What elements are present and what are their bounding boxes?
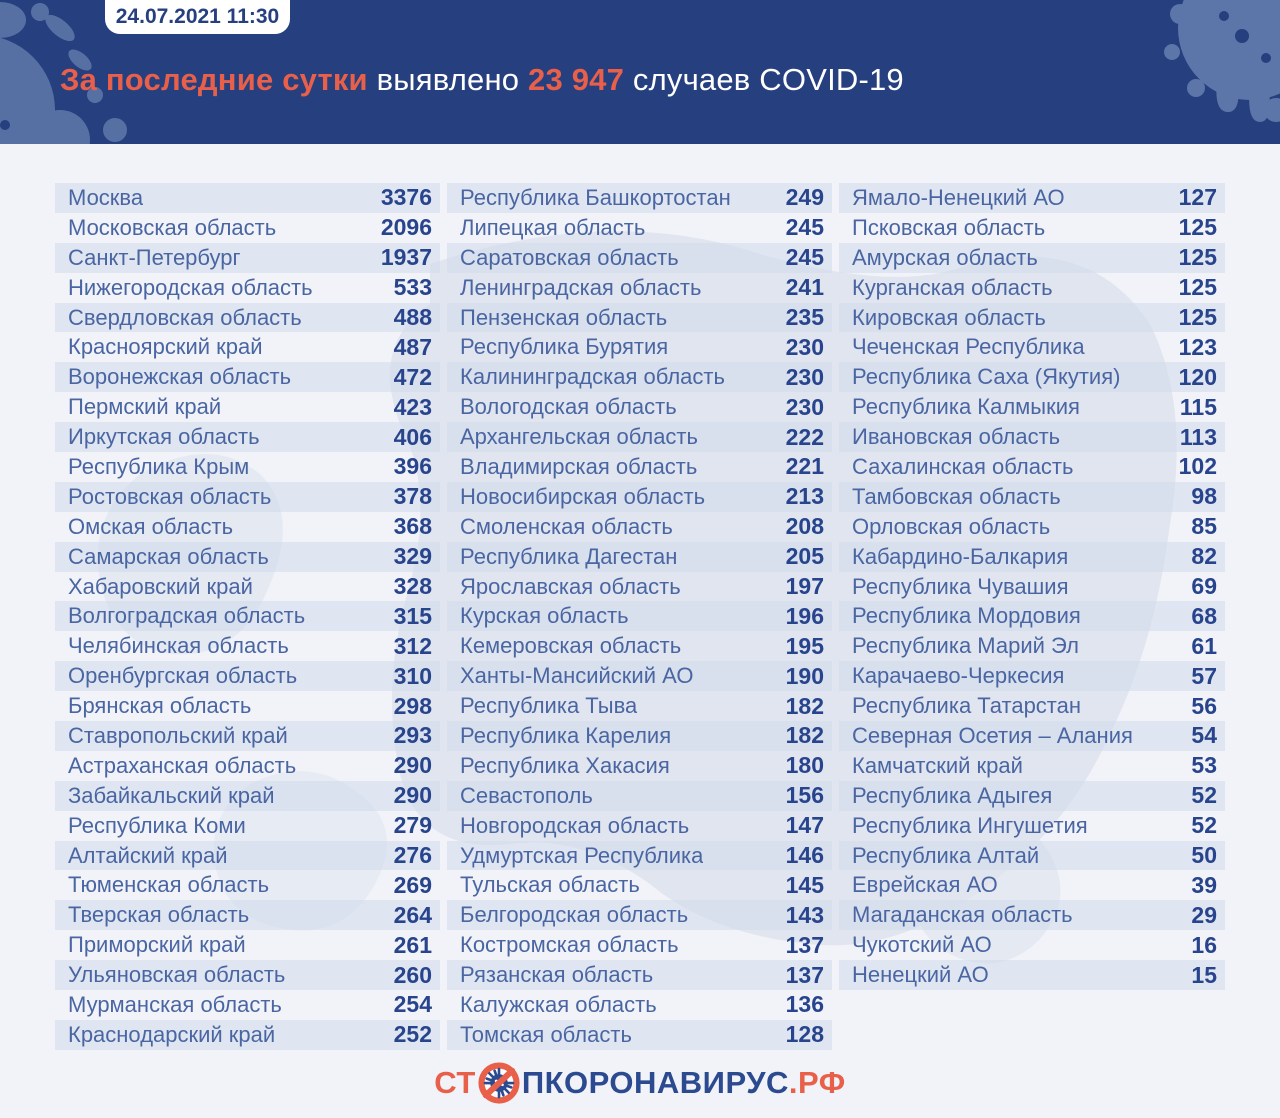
logo-prefix: СТ <box>434 1065 476 1100</box>
region-row <box>55 392 440 422</box>
region-name: Ярославская область <box>460 573 681 599</box>
region-name: Волгоградская область <box>68 603 306 629</box>
region-value: 213 <box>785 483 824 510</box>
virus-splat-right-icon <box>1100 0 1280 144</box>
region-value: 269 <box>393 871 432 898</box>
region-name: Нижегородская область <box>68 274 313 300</box>
region-value: 315 <box>393 602 432 629</box>
region-value: 39 <box>1191 871 1217 898</box>
region-row <box>447 303 832 333</box>
region-name: Республика Хакасия <box>460 752 670 778</box>
region-row <box>447 392 832 422</box>
region-name: Томская область <box>460 1021 632 1047</box>
region-name: Ульяновская область <box>68 962 286 988</box>
region-row <box>55 332 440 362</box>
region-row <box>447 482 832 512</box>
region-name: Санкт-Петербург <box>68 244 241 270</box>
region-row <box>839 392 1225 422</box>
region-value: 312 <box>393 632 432 659</box>
region-name: Оренбургская область <box>68 663 298 689</box>
region-name: Севастополь <box>460 782 593 808</box>
region-name: Пермский край <box>68 394 222 420</box>
region-name: Воронежская область <box>68 364 292 390</box>
region-row <box>447 542 832 572</box>
region-name: Республика Карелия <box>460 722 672 748</box>
region-row <box>447 900 832 930</box>
region-name: Курганская область <box>852 274 1053 300</box>
region-row <box>55 601 440 631</box>
date-badge-text: 24.07.2021 11:30 <box>115 5 280 28</box>
region-value: 230 <box>785 363 824 390</box>
region-row <box>447 183 832 213</box>
region-value: 137 <box>785 961 824 988</box>
region-value: 56 <box>1191 692 1217 719</box>
region-value: 249 <box>785 184 824 211</box>
region-value: 260 <box>393 961 432 988</box>
region-row <box>55 691 440 721</box>
region-value: 252 <box>393 1021 432 1048</box>
region-name: Камчатский край <box>852 752 1023 778</box>
region-name: Краснодарский край <box>68 1021 276 1047</box>
region-name: Удмуртская Республика <box>460 842 704 868</box>
region-name: Ставропольский край <box>68 722 288 748</box>
region-row <box>447 960 832 990</box>
region-row <box>55 183 440 213</box>
region-row <box>447 601 832 631</box>
region-row <box>839 721 1225 751</box>
region-name: Московская область <box>68 214 277 240</box>
region-value: 128 <box>785 1021 824 1048</box>
region-name: Республика Коми <box>68 812 246 838</box>
region-row <box>55 572 440 602</box>
region-value: 197 <box>785 573 824 600</box>
region-row <box>447 332 832 362</box>
region-row <box>447 273 832 303</box>
region-row <box>839 362 1225 392</box>
page-title <box>60 62 904 98</box>
region-row <box>55 781 440 811</box>
logo-middle: ПКОРОНАВИРУС <box>521 1065 789 1100</box>
region-value: 310 <box>393 662 432 689</box>
region-table-column-3 <box>839 183 1225 990</box>
region-value: 396 <box>393 453 432 480</box>
region-value: 50 <box>1191 842 1217 869</box>
region-row <box>839 303 1225 333</box>
region-row <box>839 811 1225 841</box>
region-value: 279 <box>393 812 432 839</box>
region-value: 137 <box>785 931 824 958</box>
region-name: Новосибирская область <box>460 483 706 509</box>
region-row <box>447 422 832 452</box>
region-value: 52 <box>1191 782 1217 809</box>
region-name: Красноярский край <box>68 334 263 360</box>
region-row <box>447 990 832 1020</box>
region-value: 182 <box>785 692 824 719</box>
region-row <box>55 721 440 751</box>
region-row <box>55 930 440 960</box>
region-name: Смоленская область <box>460 513 673 539</box>
region-name: Республика Чувашия <box>852 573 1069 599</box>
region-value: 261 <box>393 931 432 958</box>
region-value: 329 <box>393 543 432 570</box>
region-value: 533 <box>393 274 432 301</box>
region-name: Республика Тыва <box>460 693 638 719</box>
region-row <box>447 661 832 691</box>
region-name: Амурская область <box>852 244 1038 270</box>
region-name: Республика Дагестан <box>460 543 678 569</box>
region-value: 293 <box>393 722 432 749</box>
region-row <box>839 422 1225 452</box>
region-row <box>447 362 832 392</box>
region-value: 16 <box>1191 931 1217 958</box>
region-value: 190 <box>785 662 824 689</box>
region-name: Чукотский АО <box>852 932 992 958</box>
region-row <box>55 273 440 303</box>
region-value: 68 <box>1191 602 1217 629</box>
region-row <box>839 691 1225 721</box>
region-row <box>55 542 440 572</box>
region-row <box>447 213 832 243</box>
region-value: 1937 <box>380 244 432 271</box>
region-row <box>447 631 832 661</box>
region-row <box>55 900 440 930</box>
region-value: 235 <box>785 304 824 330</box>
region-name: Кемеровская область <box>460 633 682 659</box>
region-value: 196 <box>785 602 824 629</box>
region-value: 245 <box>785 244 824 271</box>
title-suffix: случаев COVID-19 <box>624 62 904 97</box>
region-value: 125 <box>1178 214 1217 241</box>
region-value: 230 <box>785 333 824 360</box>
region-name: Ивановская область <box>852 424 1061 450</box>
region-row <box>55 870 440 900</box>
region-name: Самарская область <box>68 543 269 569</box>
region-name: Владимирская область <box>460 453 698 479</box>
region-name: Астраханская область <box>68 752 297 778</box>
region-value: 290 <box>393 752 432 779</box>
region-row <box>55 661 440 691</box>
region-name: Кабардино-Балкария <box>852 543 1069 569</box>
region-value: 180 <box>785 752 824 779</box>
region-row <box>839 930 1225 960</box>
region-name: Республика Адыгея <box>852 782 1053 808</box>
region-name: Республика Саха (Якутия) <box>852 364 1121 390</box>
region-name: Республика Башкортостан <box>460 184 731 210</box>
header-banner <box>0 0 1280 144</box>
region-name: Ямало-Ненецкий АО <box>852 184 1065 210</box>
region-row <box>839 661 1225 691</box>
region-value: 230 <box>785 393 824 420</box>
region-row <box>55 422 440 452</box>
region-name: Тюменская область <box>68 872 270 898</box>
region-name: Ханты-Мансийский АО <box>460 663 694 689</box>
region-row <box>839 841 1225 871</box>
region-value: 241 <box>785 274 824 301</box>
region-row <box>839 213 1225 243</box>
region-name: Чеченская Республика <box>852 334 1085 360</box>
region-value: 195 <box>785 632 824 659</box>
region-name: Свердловская область <box>68 304 302 330</box>
region-name: Ростовская область <box>68 483 272 509</box>
region-row <box>447 870 832 900</box>
region-value: 208 <box>785 513 824 540</box>
region-value: 120 <box>1178 363 1217 390</box>
region-value: 102 <box>1178 453 1217 480</box>
region-row <box>839 601 1225 631</box>
region-name: Приморский край <box>68 932 246 958</box>
region-name: Республика Калмыкия <box>852 394 1080 420</box>
region-value: 3376 <box>380 184 432 211</box>
region-row <box>839 332 1225 362</box>
region-value: 123 <box>1178 333 1217 360</box>
region-name: Курская область <box>460 603 629 629</box>
region-value: 54 <box>1191 722 1217 749</box>
region-row <box>55 452 440 482</box>
region-row <box>447 452 832 482</box>
region-value: 125 <box>1178 274 1217 301</box>
region-row <box>55 751 440 781</box>
date-badge <box>105 0 290 34</box>
region-name: Иркутская область <box>68 424 260 450</box>
region-row <box>55 841 440 871</box>
region-value: 368 <box>393 513 432 540</box>
region-value: 264 <box>393 901 432 928</box>
region-row <box>839 482 1225 512</box>
region-name: Псковская область <box>852 214 1046 240</box>
region-name: Белгородская область <box>460 902 689 928</box>
title-middle: выявлено <box>367 62 529 97</box>
region-row <box>55 960 440 990</box>
region-value: 487 <box>393 333 432 360</box>
region-value: 115 <box>1179 393 1217 420</box>
region-value: 82 <box>1191 543 1217 570</box>
region-name: Тульская область <box>460 872 640 898</box>
region-name: Костромская область <box>460 932 679 958</box>
region-name: Новгородская область <box>460 812 690 838</box>
region-row <box>839 183 1225 213</box>
region-row <box>447 691 832 721</box>
region-name: Кировская область <box>852 304 1046 330</box>
region-row <box>839 631 1225 661</box>
region-name: Саратовская область <box>460 244 679 270</box>
region-name: Омская область <box>68 513 234 539</box>
stopcoronavirus-logo <box>434 1062 845 1104</box>
region-value: 406 <box>393 423 432 450</box>
region-row <box>447 243 832 273</box>
region-name: Республика Татарстан <box>852 693 1082 719</box>
region-row <box>55 990 440 1020</box>
region-name: Забайкальский край <box>68 782 275 808</box>
region-value: 182 <box>785 722 824 749</box>
region-value: 423 <box>393 393 432 420</box>
region-row <box>447 781 832 811</box>
region-table-column-1 <box>55 183 440 1050</box>
region-row <box>447 572 832 602</box>
region-value: 29 <box>1191 901 1217 928</box>
region-value: 98 <box>1191 483 1217 510</box>
region-value: 146 <box>785 842 824 869</box>
region-value: 52 <box>1191 812 1217 839</box>
region-row <box>447 930 832 960</box>
region-name: Вологодская область <box>460 394 677 420</box>
logo-suffix: .РФ <box>788 1065 846 1100</box>
region-name: Тамбовская область <box>852 483 1061 509</box>
region-row <box>55 362 440 392</box>
region-row <box>839 781 1225 811</box>
region-value: 127 <box>1178 184 1217 211</box>
region-name: Пензенская область <box>460 304 668 330</box>
region-name: Мурманская область <box>68 991 282 1017</box>
region-value: 290 <box>393 782 432 809</box>
region-row <box>55 482 440 512</box>
region-name: Рязанская область <box>460 962 654 988</box>
region-name: Республика Ингушетия <box>852 812 1088 838</box>
region-value: 136 <box>785 991 824 1018</box>
region-row <box>839 542 1225 572</box>
region-value: 276 <box>393 842 432 869</box>
region-value: 378 <box>393 483 432 510</box>
region-row <box>839 900 1225 930</box>
region-value: 145 <box>785 871 824 898</box>
region-row <box>839 572 1225 602</box>
title-accent-period: За последние сутки <box>60 62 368 97</box>
region-row <box>55 303 440 333</box>
region-name: Ненецкий АО <box>852 962 989 988</box>
region-name: Брянская область <box>68 693 252 719</box>
region-name: Калужская область <box>460 991 657 1017</box>
region-row <box>447 841 832 871</box>
region-row <box>839 960 1225 990</box>
region-name: Хабаровский край <box>68 573 253 599</box>
title-case-count: 23 947 <box>528 62 625 97</box>
region-value: 147 <box>785 812 824 839</box>
region-row <box>839 870 1225 900</box>
region-value: 53 <box>1191 752 1217 779</box>
region-value: 221 <box>785 453 824 480</box>
region-name: Калининградская область <box>460 364 725 390</box>
region-value: 205 <box>785 543 824 570</box>
region-row <box>447 751 832 781</box>
region-name: Челябинская область <box>68 633 289 659</box>
region-name: Карачаево-Черкесия <box>852 663 1065 689</box>
region-name: Орловская область <box>852 513 1051 539</box>
region-value: 245 <box>785 214 824 241</box>
region-name: Сахалинская область <box>852 453 1074 479</box>
region-row <box>839 452 1225 482</box>
region-row <box>55 243 440 273</box>
region-name: Еврейская АО <box>852 872 998 898</box>
region-row <box>839 273 1225 303</box>
no-virus-icon <box>478 1062 520 1104</box>
region-name: Республика Крым <box>68 453 250 479</box>
region-value: 222 <box>785 423 824 450</box>
region-name: Архангельская область <box>460 424 698 450</box>
region-name: Республика Бурятия <box>460 334 669 360</box>
region-name: Северная Осетия – Алания <box>852 722 1133 748</box>
region-table-column-2 <box>447 183 832 1050</box>
region-value: 2096 <box>380 214 432 241</box>
region-row <box>55 213 440 243</box>
region-value: 254 <box>393 991 432 1018</box>
region-row <box>839 751 1225 781</box>
region-row <box>447 721 832 751</box>
region-value: 125 <box>1178 244 1217 271</box>
region-value: 57 <box>1191 662 1217 689</box>
region-value: 85 <box>1191 513 1217 540</box>
region-row <box>55 512 440 542</box>
region-row <box>55 811 440 841</box>
region-row <box>839 243 1225 273</box>
region-name: Алтайский край <box>68 842 228 868</box>
region-row <box>447 512 832 542</box>
region-row <box>447 811 832 841</box>
region-name: Москва <box>68 184 144 210</box>
region-value: 488 <box>393 304 432 330</box>
region-value: 15 <box>1191 961 1217 988</box>
region-name: Липецкая область <box>460 214 646 240</box>
region-name: Ленинградская область <box>460 274 702 300</box>
region-row <box>55 1020 440 1050</box>
region-value: 328 <box>393 573 432 600</box>
region-value: 69 <box>1191 573 1217 600</box>
region-value: 61 <box>1191 632 1217 659</box>
region-row <box>447 1020 832 1050</box>
region-name: Республика Алтай <box>852 842 1040 868</box>
region-name: Республика Мордовия <box>852 603 1081 629</box>
region-name: Республика Марий Эл <box>852 633 1079 659</box>
region-name: Магаданская область <box>852 902 1073 928</box>
region-value: 472 <box>393 363 432 390</box>
footer <box>0 1058 1280 1108</box>
region-value: 125 <box>1178 304 1217 330</box>
region-value: 143 <box>785 901 824 928</box>
region-value: 113 <box>1179 423 1217 450</box>
region-row <box>55 631 440 661</box>
region-row <box>839 512 1225 542</box>
region-value: 298 <box>393 692 432 719</box>
region-value: 156 <box>785 782 824 809</box>
region-name: Тверская область <box>68 902 250 928</box>
